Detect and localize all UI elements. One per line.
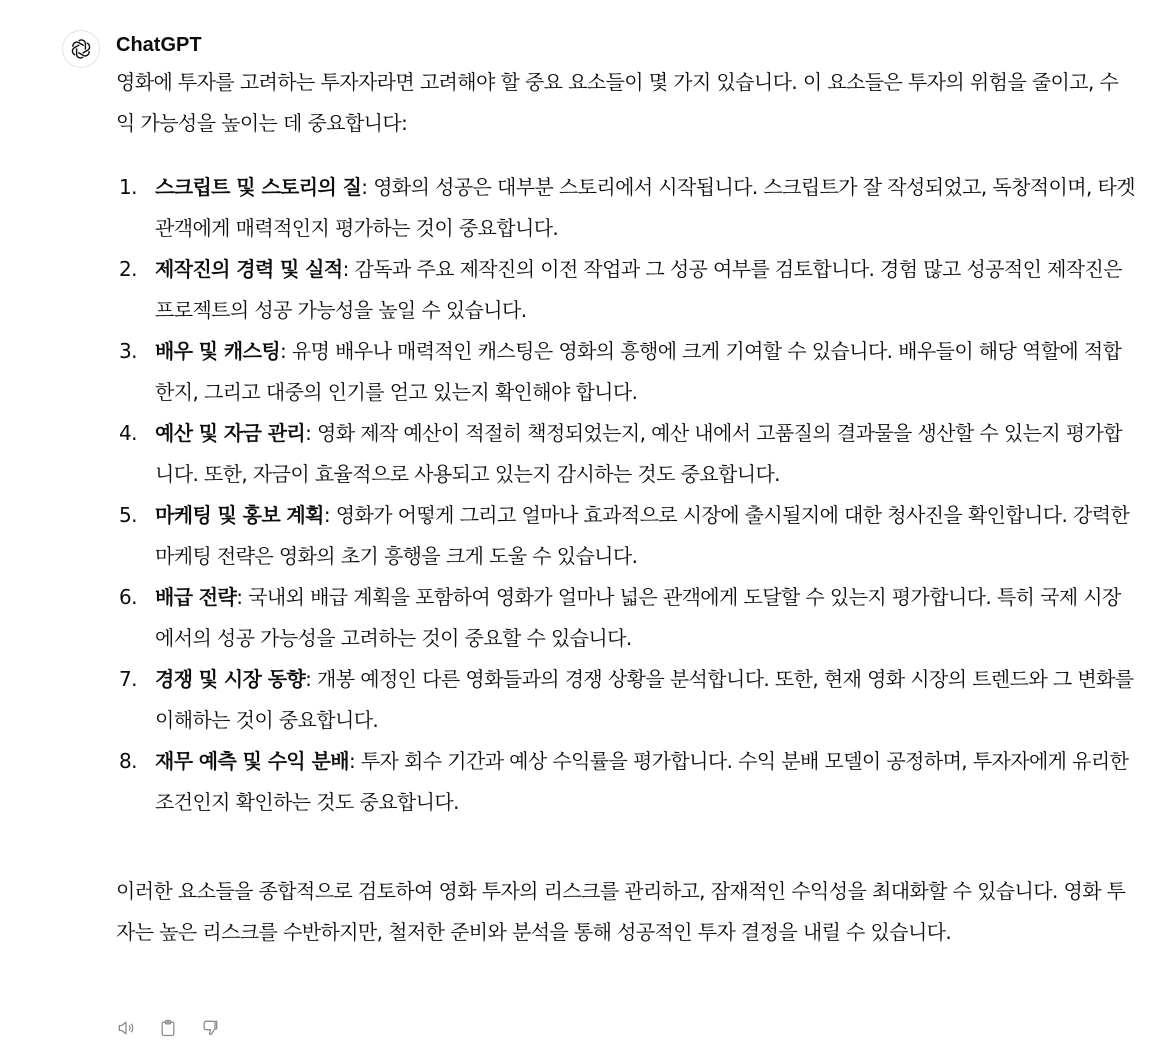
list-item-title: 예산 및 자금 관리 — [155, 421, 306, 445]
list-item-text: : 감독과 주요 제작진의 이전 작업과 그 성공 여부를 검토합니다. 경험 많고 성공적인 제작진은 프로젝트의 성공 가능성을 높일 수 있습니다. — [155, 257, 1122, 322]
list-item-title: 마케팅 및 홍보 계획 — [155, 503, 324, 527]
message-actions — [114, 1016, 222, 1040]
closing-paragraph: 이러한 요소들을 종합적으로 검토하여 영화 투자의 리스크를 관리하고, 잠재적인 수익성을 최대화할 수 있습니다. 영화 투자는 높은 리스크를 수반하지만, 철저한 준비와 분석을 통해 성공적인 투자 결정을 내릴 수 있습니다. — [116, 879, 1126, 944]
list-item: 8. 재무 예측 및 수익 분배: 투자 회수 기간과 예상 수익률을 평가합니다. 수익 분배 모델이 공정하며, 투자자에게 유리한 조건인지 확인하는 것도 중요합니다. — [119, 749, 1129, 814]
message-content — [116, 62, 1136, 953]
message-author: ChatGPT — [116, 34, 202, 56]
thumbs-down-icon — [200, 1018, 220, 1038]
list-item-text: : 국내외 배급 계획을 포함하여 영화가 얼마나 넓은 관객에게 도달할 수 있는지 평가합니다. 특히 국제 시장에서의 성공 가능성을 고려하는 것이 중요할 수 있습니다. — [155, 585, 1121, 650]
list-item-title: 배우 및 캐스팅 — [155, 339, 281, 363]
list-item-text: : 유명 배우나 매력적인 캐스팅은 영화의 흥행에 크게 기여할 수 있습니다. 배우들이 해당 역할에 적합한지, 그리고 대중의 인기를 얻고 있는지 확인해야 합니다. — [155, 339, 1122, 404]
list-item-title: 배급 전략 — [155, 585, 237, 609]
list-item-text: : 영화의 성공은 대부분 스토리에서 시작됩니다. 스크립트가 잘 작성되었고, 독창적이며, 타겟 관객에게 매력적인지 평가하는 것이 중요합니다. — [155, 175, 1135, 240]
list-item: 7. 경쟁 및 시장 동향: 개봉 예정인 다른 영화들과의 경쟁 상황을 분석합니다. 또한, 현재 영화 시장의 트렌드와 그 변화를 이해하는 것이 중요합니다. — [119, 667, 1134, 732]
list-item-text: : 영화 제작 예산이 적절히 책정되었는지, 예산 내에서 고품질의 결과물을 생산할 수 있는지 평가합니다. 또한, 자금이 효율적으로 사용되고 있는지 감시하는 것도 중요합니다. — [155, 421, 1122, 486]
clipboard-icon — [158, 1018, 178, 1038]
list-item: 5. 마케팅 및 홍보 계획: 영화가 어떻게 그리고 얼마나 효과적으로 시장에 출시될지에 대한 청사진을 확인합니다. 강력한 마케팅 전략은 영화의 초기 흥행을 크게 도울 수 있습니다. — [119, 503, 1130, 568]
speaker-icon — [116, 1018, 136, 1038]
factor-list — [119, 167, 1136, 823]
list-item: 6. 배급 전략: 국내외 배급 계획을 포함하여 영화가 얼마나 넓은 관객에게 도달할 수 있는지 평가합니다. 특히 국제 시장에서의 성공 가능성을 고려하는 것이 중요할 수 있습니다. — [119, 585, 1121, 650]
list-item: 3. 배우 및 캐스팅: 유명 배우나 매력적인 캐스팅은 영화의 흥행에 크게 기여할 수 있습니다. 배우들이 해당 역할에 적합한지, 그리고 대중의 인기를 얻고 있는지 확인해야 합니다. — [119, 339, 1122, 404]
list-item-text: : 개봉 예정인 다른 영화들과의 경쟁 상황을 분석합니다. 또한, 현재 영화 시장의 트렌드와 그 변화를 이해하는 것이 중요합니다. — [155, 667, 1134, 732]
read-aloud-button[interactable] — [114, 1016, 138, 1040]
list-item: 4. 예산 및 자금 관리: 영화 제작 예산이 적절히 책정되었는지, 예산 내에서 고품질의 결과물을 생산할 수 있는지 평가합니다. 또한, 자금이 효율적으로 사용되고 있는지 감시하는 것도 중요합니다. — [119, 421, 1122, 486]
list-item: 1. 스크립트 및 스토리의 질: 영화의 성공은 대부분 스토리에서 시작됩니다. 스크립트가 잘 작성되었고, 독창적이며, 타겟 관객에게 매력적인지 평가하는 것이 중요합니다. — [119, 175, 1135, 240]
intro-paragraph: 영화에 투자를 고려하는 투자자라면 고려해야 할 중요 요소들이 몇 가지 있습니다. 이 요소들은 투자의 위험을 줄이고, 수익 가능성을 높이는 데 중요합니다: — [116, 70, 1119, 135]
copy-button[interactable] — [156, 1016, 180, 1040]
list-item-title: 스크립트 및 스토리의 질 — [155, 175, 362, 199]
openai-logo-icon — [62, 30, 100, 68]
list-item-title: 제작진의 경력 및 실적 — [155, 257, 343, 281]
list-item-text: : 영화가 어떻게 그리고 얼마나 효과적으로 시장에 출시될지에 대한 청사진을 확인합니다. 강력한 마케팅 전략은 영화의 초기 흥행을 크게 도울 수 있습니다. — [155, 503, 1130, 568]
list-item-text: : 투자 회수 기간과 예상 수익률을 평가합니다. 수익 분배 모델이 공정하며, 투자자에게 유리한 조건인지 확인하는 것도 중요합니다. — [155, 749, 1129, 814]
thumbs-down-button[interactable] — [198, 1016, 222, 1040]
list-item-title: 경쟁 및 시장 동향 — [155, 667, 306, 691]
list-item-title: 재무 예측 및 수익 분배 — [155, 749, 349, 773]
list-item: 2. 제작진의 경력 및 실적: 감독과 주요 제작진의 이전 작업과 그 성공 여부를 검토합니다. 경험 많고 성공적인 제작진은 프로젝트의 성공 가능성을 높일 수 있습니다. — [119, 257, 1122, 322]
